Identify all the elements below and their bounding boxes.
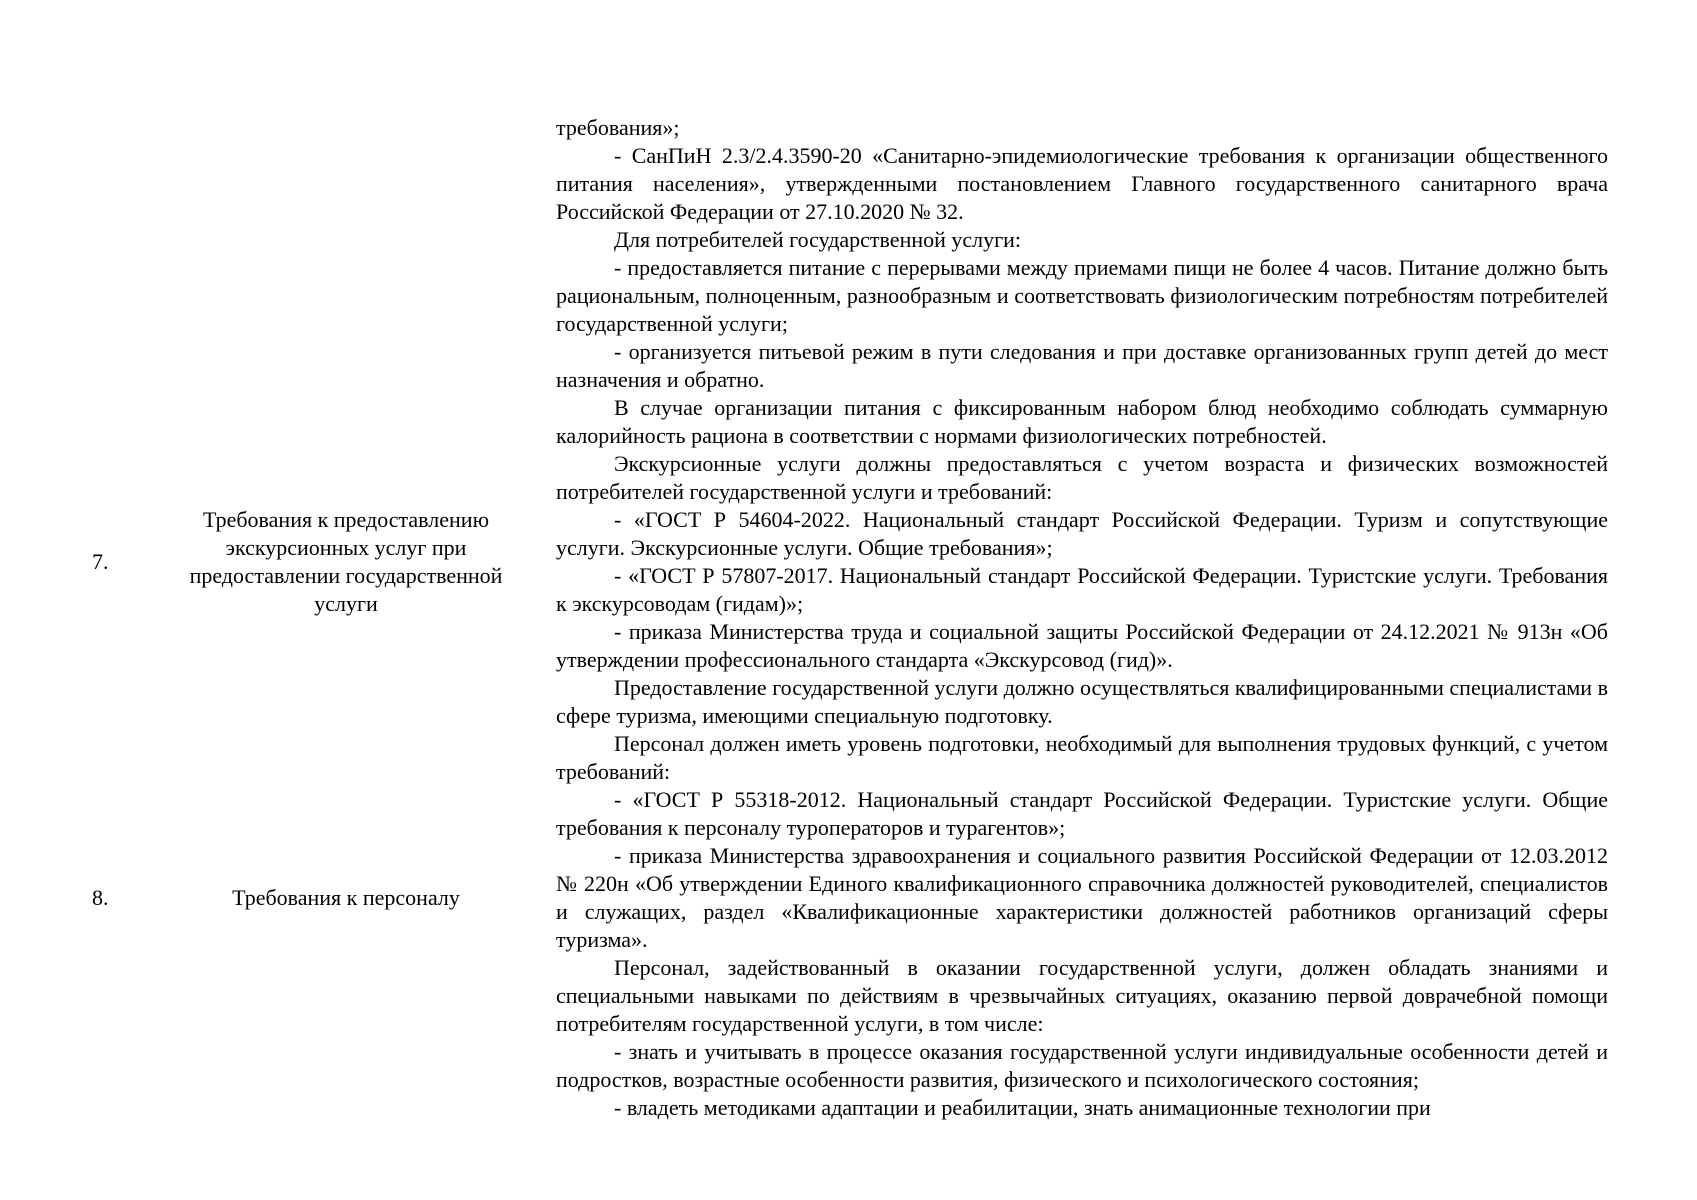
content-paragraph: - «ГОСТ Р 55318-2012. Национальный стандарт Российской Федерации. Туристские услуги. Общие требования к персоналу туроператоров и турагентов»;	[556, 787, 1608, 840]
row-title: Требования к персоналу	[232, 885, 460, 910]
content-paragraph: Персонал должен иметь уровень подготовки, необходимый для выполнения трудовых функций, с учетом требований:	[556, 731, 1608, 784]
content-paragraph: - владеть методиками адаптации и реабилитации, знать анимационные технологии при	[614, 1095, 1431, 1120]
content-paragraph: - знать и учитывать в процессе оказания государственной услуги индивидуальные особенности детей и подростков, возрастные особенности развития, физического и психологического состояния;	[556, 1039, 1608, 1092]
table-row-continuation	[80, 114, 1640, 450]
content-paragraph: - «ГОСТ Р 54604-2022. Национальный стандарт Российской Федерации. Туризм и сопутствующие услуги. Экскурсионные услуги. Общие требования»;	[556, 507, 1608, 560]
requirements-table	[80, 114, 1640, 1122]
row-content	[556, 450, 1608, 674]
content-paragraph: Для потребителей государственной услуги:	[614, 227, 1022, 252]
content-paragraph: требования»;	[556, 115, 680, 140]
content-paragraph: - «ГОСТ Р 57807-2017. Национальный стандарт Российской Федерации. Туристские услуги. Требования к экскурсоводам (гидам)»;	[556, 563, 1608, 616]
content-paragraph: Предоставление государственной услуги должно осуществляться квалифицированными специалистами в сфере туризма, имеющими специальную подготовку.	[556, 675, 1608, 728]
row-title: Требования к предоставлению экскурсионных услуг при предоставлении государственной услуги	[189, 507, 503, 616]
row-number: 7.	[92, 549, 109, 574]
content-paragraph: - приказа Министерства здравоохранения и социального развития Российской Федерации от 12.03.2012 № 220н «Об утверждении Единого квалификационного справочника должностей руководителей, специалистов и служащих, раздел «Квалификационные характеристики должностей работников организаций сферы туризма».	[556, 843, 1608, 952]
content-paragraph: - организуется питьевой режим в пути следования и при доставке организованных групп детей до мест назначения и обратно.	[556, 339, 1608, 392]
row-number: 8.	[92, 885, 109, 910]
row-content	[556, 114, 1608, 450]
table-row-8	[80, 674, 1640, 1122]
content-paragraph: - предоставляется питание с перерывами между приемами пищи не более 4 часов. Питание должно быть рациональным, полноценным, разнообразным и соответствовать физиологическим потребностям потребителей государственной услуги;	[556, 255, 1608, 336]
content-paragraph: В случае организации питания с фиксированным набором блюд необходимо соблюдать суммарную калорийность рациона в соответствии с нормами физиологических потребностей.	[556, 395, 1608, 448]
content-paragraph: Персонал, задействованный в оказании государственной услуги, должен обладать знаниями и специальными навыками по действиям в чрезвычайных ситуациях, оказанию первой доврачебной помощи потребителям государственной услуги, в том числе:	[556, 955, 1608, 1036]
content-paragraph: Экскурсионные услуги должны предоставляться с учетом возраста и физических возможностей потребителей государственной услуги и требований:	[556, 451, 1608, 504]
row-content	[556, 674, 1608, 1122]
table-row-7	[80, 450, 1640, 674]
content-paragraph: - СанПиН 2.3/2.4.3590-20 «Санитарно-эпидемиологические требования к организации общественного питания населения», утвержденными постановлением Главного государственного санитарного врача Российской Федерации от 27.10.2020 № 32.	[556, 143, 1608, 224]
content-paragraph: - приказа Министерства труда и социальной защиты Российской Федерации от 24.12.2021 № 913н «Об утверждении профессионального стандарта «Экскурсовод (гид)».	[556, 619, 1608, 672]
